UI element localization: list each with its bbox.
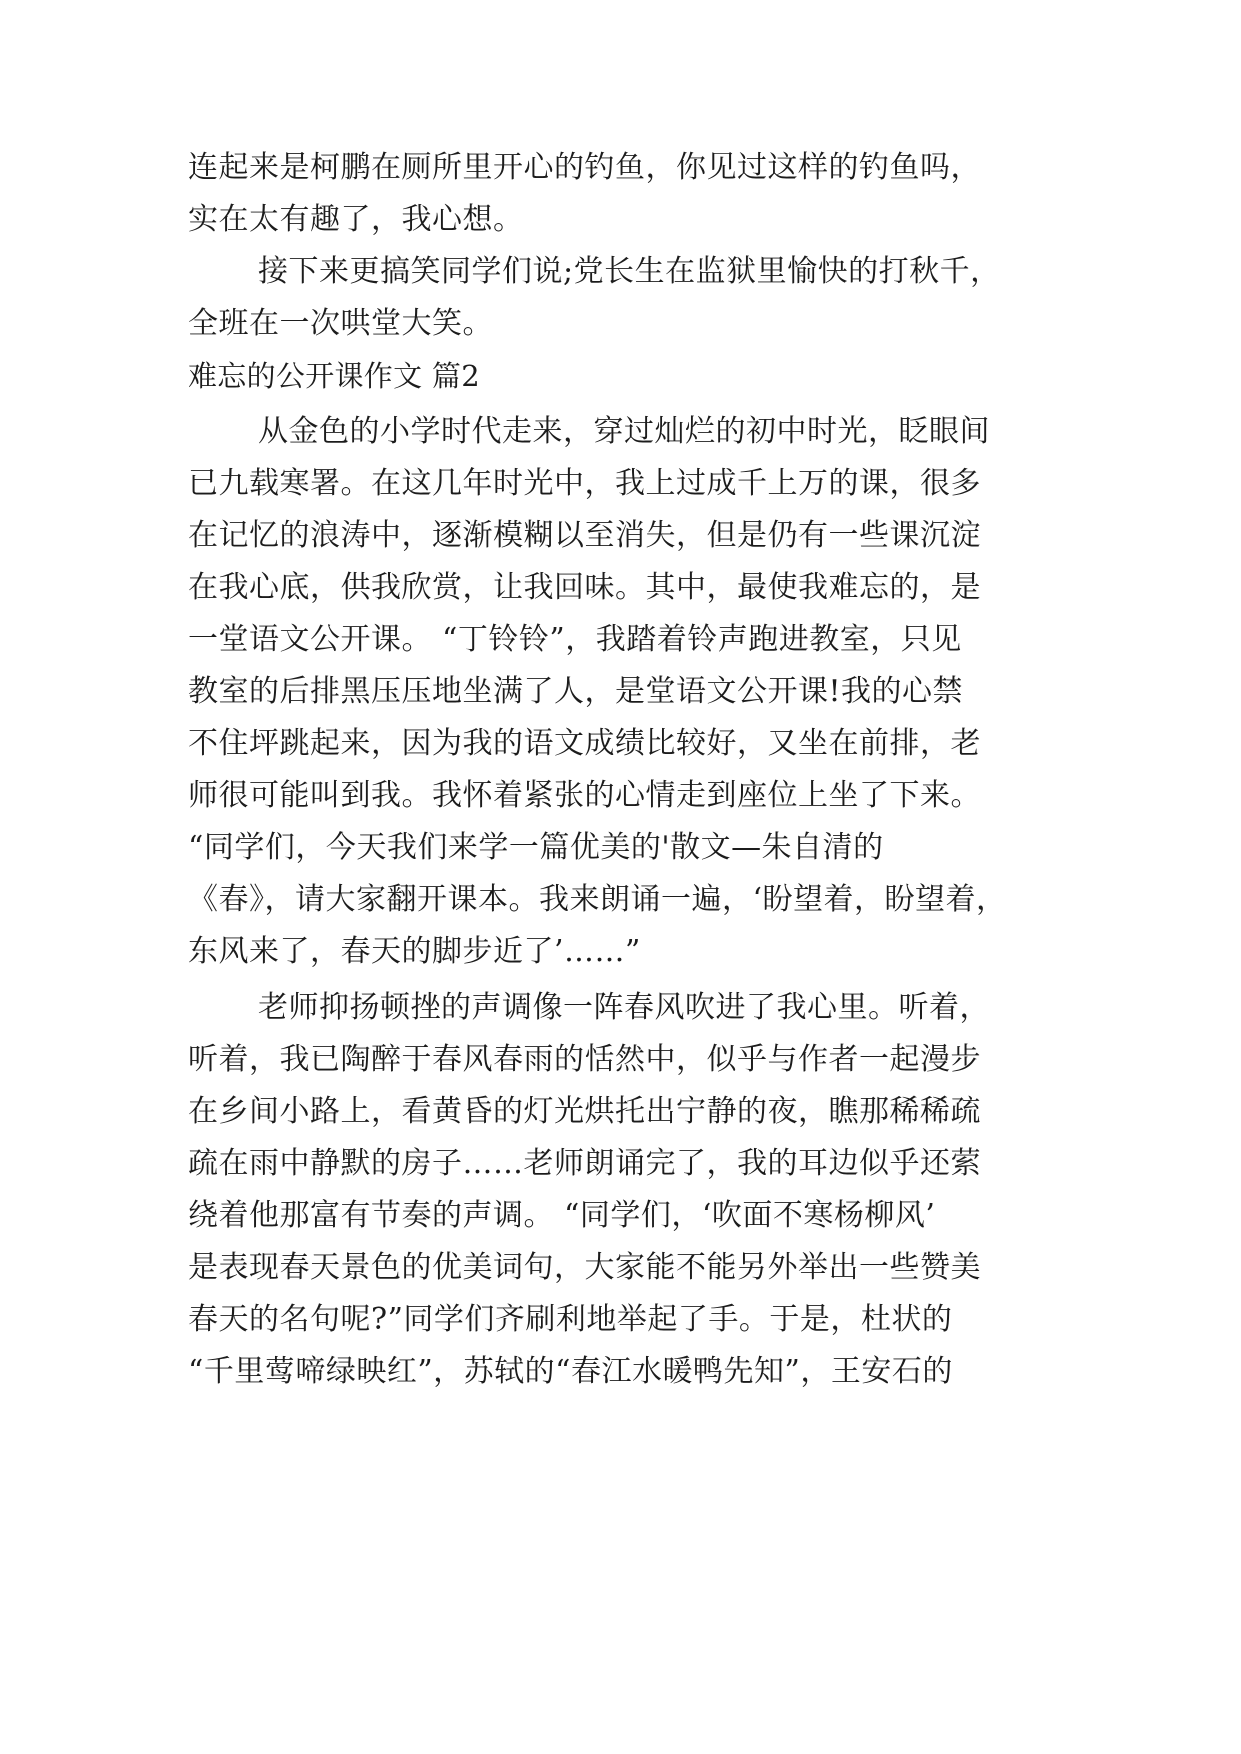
text-line: 东风来了，春天的脚步近了’……” bbox=[188, 934, 641, 969]
text-line: 听着，我已陶醉于春风春雨的恬然中，似乎与作者一起漫步 bbox=[188, 1042, 981, 1077]
text-line: 是表现春天景色的优美词句，大家能不能另外举出一些赞美 bbox=[188, 1250, 981, 1285]
text-line: 老师抑扬顿挫的声调像一阵春风吹进了我心里。听着， bbox=[258, 990, 990, 1025]
text-line: 从金色的小学时代走来，穿过灿烂的初中时光，眨眼间 bbox=[258, 414, 990, 449]
text-line: 一堂语文公开课。 “丁铃铃”，我踏着铃声跑进教室，只见 bbox=[188, 622, 962, 657]
text-line: 在我心底，供我欣赏，让我回味。其中，最使我难忘的，是 bbox=[188, 570, 981, 605]
text-line: 师很可能叫到我。我怀着紧张的心情走到座位上坐了下来。 bbox=[188, 778, 981, 813]
text-line: “同学们，今天我们来学一篇优美的'散文—朱自清的 bbox=[188, 830, 884, 865]
text-line: 不住坪跳起来，因为我的语文成绩比较好，又坐在前排，老 bbox=[188, 726, 981, 761]
text-line: 疏在雨中静默的房子……老师朗诵完了，我的耳边似乎还萦 bbox=[188, 1146, 981, 1181]
text-line: 在记忆的浪涛中，逐渐模糊以至消失，但是仍有一些课沉淀 bbox=[188, 518, 981, 553]
text-line: 春天的名句呢?”同学们齐刷利地举起了手。于是，杜状的 bbox=[188, 1302, 953, 1337]
section-heading: 难忘的公开课作文 篇2 bbox=[188, 359, 480, 393]
text-line: 接下来更搞笑同学们说;党长生在监狱里愉快的打秋千， bbox=[258, 254, 1001, 289]
text-line: 教室的后排黑压压地坐满了人，是堂语文公开课!我的心禁 bbox=[188, 674, 964, 709]
text-line: 绕着他那富有节奏的声调。 “同学们，‘吹面不寒杨柳风’ bbox=[188, 1198, 936, 1233]
text-line: “千里莺啼绿映红”，苏轼的“春江水暖鸭先知”，王安石的 bbox=[188, 1354, 953, 1389]
text-line: 实在太有趣了，我心想。 bbox=[188, 202, 524, 237]
text-line: 已九载寒署。在这几年时光中，我上过成千上万的课，很多 bbox=[188, 466, 981, 501]
text-line: 在乡间小路上，看黄昏的灯光烘托出宁静的夜，瞧那稀稀疏 bbox=[188, 1094, 981, 1129]
text-line: 《春》，请大家翻开课本。我来朗诵一遍，‘盼望着，盼望着， bbox=[188, 882, 1007, 917]
text-line: 连起来是柯鹏在厕所里开心的钓鱼，你见过这样的钓鱼吗， bbox=[188, 150, 981, 185]
text-line: 全班在一次哄堂大笑。 bbox=[188, 306, 493, 341]
